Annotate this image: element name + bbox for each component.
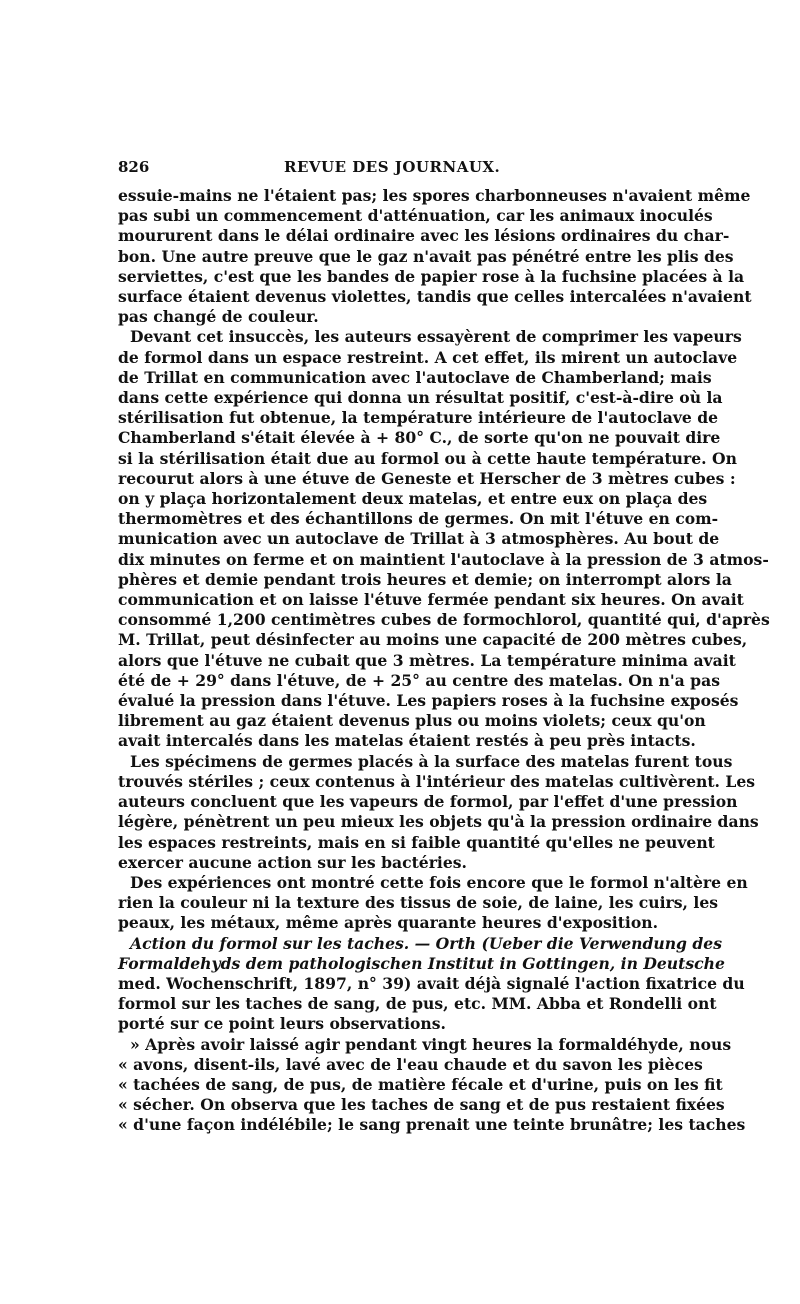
text-line: surface étaient devenus violettes, tandis que celles intercalées n'avaient bbox=[118, 287, 752, 307]
text-line: stérilisation fut obtenue, la température intérieure de l'autoclave de bbox=[118, 408, 719, 428]
quote-line: » Après avoir laissé agir pendant vingt heures la formaldéhyde, nous bbox=[130, 1034, 732, 1054]
text-line: avait intercalés dans les matelas étaient restés à peu près intacts. bbox=[118, 731, 696, 751]
page bbox=[118, 156, 770, 1136]
text-line: peaux, les métaux, même après quarante heures d'exposition. bbox=[118, 913, 659, 933]
text-line: Des expériences ont montré cette fois encore que le formol n'altère en bbox=[130, 872, 748, 892]
text-line: dix minutes on ferme et on maintient l'autoclave à la pression de 3 atmos- bbox=[118, 549, 769, 569]
text-line: Formaldehyds dem pathologischen Institut in Gottingen, in Deutsche bbox=[118, 953, 725, 973]
quote-line: « avons, disent-ils, lavé avec de l'eau chaude et du savon les pièces bbox=[118, 1054, 703, 1074]
text-line: porté sur ce point leurs observations. bbox=[118, 1014, 446, 1034]
text-line: communication et on laisse l'étuve fermée pendant six heures. On avait bbox=[118, 590, 744, 610]
quote-line: « sécher. On observa que les taches de sang et de pus restaient fixées bbox=[118, 1095, 725, 1115]
text-line: phères et demie pendant trois heures et demie; on interrompt alors la bbox=[118, 569, 732, 589]
text-line: de formol dans un espace restreint. A cet effet, ils mirent un autoclave bbox=[118, 347, 738, 367]
text-line: serviettes, c'est que les bandes de papier rose à la fuchsine placées à la bbox=[118, 266, 745, 286]
text-line: exercer aucune action sur les bactéries. bbox=[118, 852, 467, 872]
section-heading-line: Action du formol sur les taches. — Orth (Ueber die Verwendung des bbox=[130, 933, 722, 953]
text-line: trouvés stériles ; ceux contenus à l'intérieur des matelas cultivèrent. Les bbox=[118, 771, 756, 791]
text-line: med. Wochenschrift, 1897, n° 39) avait déjà signalé l'action fixatrice du bbox=[118, 973, 745, 993]
text-line: rien la couleur ni la texture des tissus de soie, de laine, les cuirs, les bbox=[118, 893, 719, 913]
text-line: été de + 29° dans l'étuve, de + 25° au centre des matelas. On n'a pas bbox=[118, 670, 720, 690]
running-title: REVUE DES JOURNAUX. bbox=[284, 158, 501, 176]
text-line: bon. Une autre preuve que le gaz n'avait pas pénétré entre les plis des bbox=[118, 246, 734, 266]
text-line: M. Trillat, peut désinfecter au moins une capacité de 200 mètres cubes, bbox=[118, 630, 748, 650]
text-line: consommé 1,200 centimètres cubes de formochlorol, quantité qui, d'après bbox=[118, 610, 770, 630]
text-line: librement au gaz étaient devenus plus ou moins violets; ceux qu'on bbox=[118, 711, 706, 731]
body-text bbox=[118, 186, 770, 1136]
text-line: moururent dans le délai ordinaire avec les lésions ordinaires du char- bbox=[118, 226, 730, 246]
text-line: on y plaça horizontalement deux matelas, et entre eux on plaça des bbox=[118, 489, 708, 509]
running-header bbox=[118, 156, 676, 178]
text-line: dans cette expérience qui donna un résultat positif, c'est-à-dire où la bbox=[118, 388, 723, 408]
text-line: auteurs concluent que les vapeurs de formol, par l'effet d'une pression bbox=[118, 792, 738, 812]
text-line: si la stérilisation était due au formol ou à cette haute température. On bbox=[118, 448, 737, 468]
text-line: évalué la pression dans l'étuve. Les papiers roses à la fuchsine exposés bbox=[118, 691, 739, 711]
text-line: Les spécimens de germes placés à la surface des matelas furent tous bbox=[130, 751, 733, 771]
page-number: 826 bbox=[118, 158, 150, 176]
text-line: légère, pénètrent un peu mieux les objets qu'à la pression ordinaire dans bbox=[118, 812, 759, 832]
text-line: Devant cet insuccès, les auteurs essayèrent de comprimer les vapeurs bbox=[130, 327, 742, 347]
text-line: recourut alors à une étuve de Geneste et Herscher de 3 mètres cubes : bbox=[118, 468, 736, 488]
text-line: de Trillat en communication avec l'autoclave de Chamberland; mais bbox=[118, 367, 712, 387]
text-line: les espaces restreints, mais en si faible quantité qu'elles ne peuvent bbox=[118, 832, 715, 852]
text-line: pas changé de couleur. bbox=[118, 307, 319, 327]
text-line: formol sur les taches de sang, de pus, etc. MM. Abba et Rondelli ont bbox=[118, 994, 717, 1014]
text-line: pas subi un commencement d'atténuation, car les animaux inoculés bbox=[118, 206, 713, 226]
quote-line: « tachées de sang, de pus, de matière fécale et d'urine, puis on les fit bbox=[118, 1074, 723, 1094]
text-line: essuie-mains ne l'étaient pas; les spores charbonneuses n'avaient même bbox=[118, 186, 751, 205]
quote-line: « d'une façon indélébile; le sang prenait une teinte brunâtre; les taches bbox=[118, 1115, 746, 1135]
text-line: thermomètres et des échantillons de germes. On mit l'étuve en com- bbox=[118, 509, 719, 529]
text-line: munication avec un autoclave de Trillat à 3 atmosphères. Au bout de bbox=[118, 529, 720, 549]
text-line: Chamberland s'était élevée à + 80° C., de sorte qu'on ne pouvait dire bbox=[118, 428, 721, 448]
text-line: alors que l'étuve ne cubait que 3 mètres. La température minima avait bbox=[118, 650, 736, 670]
